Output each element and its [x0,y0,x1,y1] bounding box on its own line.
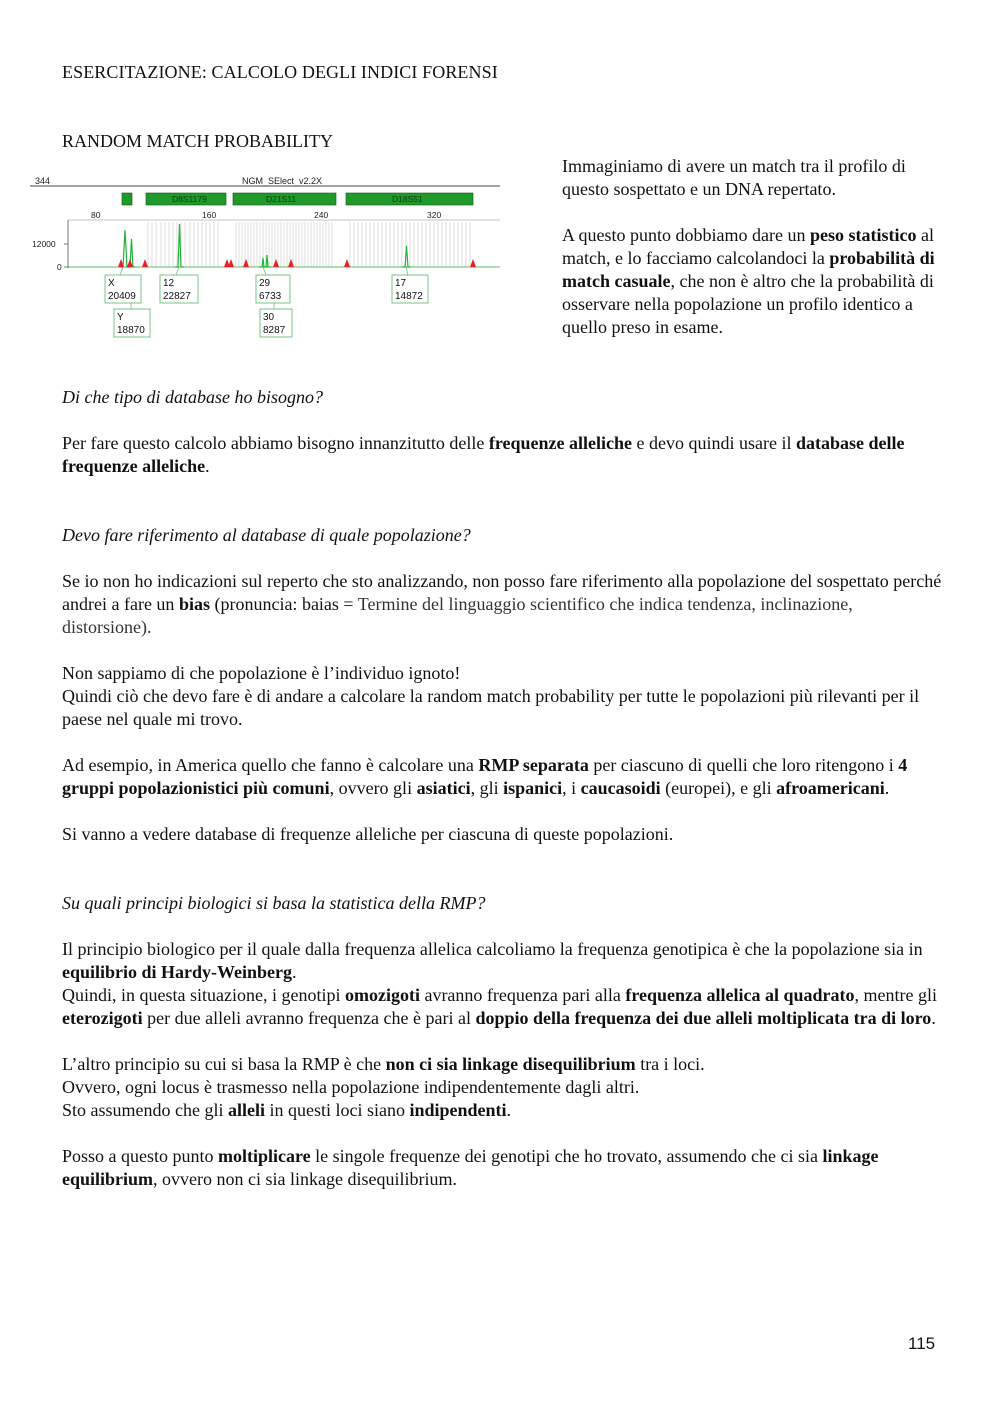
bin-lines [148,222,470,267]
allele-label-30 [260,303,292,337]
electropherogram-figure [30,168,510,343]
answer-databases-per-population: Si vanno a vedere database di frequenze alleliche per ciascuna di queste popolazioni. [62,824,674,844]
answer-bias: Se io non ho indicazioni sul reperto che sto analizzando, non posso fare riferimento alla popolazione del sospettato perché andrei a fare un bias (pronuncia: baias = Termine del linguaggio scientifico che indica tendenza, inclinazione, distorsione). [62,571,942,637]
answer-all-populations: Quindi ciò che devo fare è di andare a calcolare la random match probability per tutte le popolazioni più rilevanti per il paese nel quale mi trovo. [62,686,920,729]
y-tick-label: 0 [57,262,62,272]
allele-label-17 [392,267,428,303]
allele-height: 20409 [108,291,136,302]
answer-genotype-frequencies: Quindi, in questa situazione, i genotipi omozigoti avranno frequenza pari alla frequenza allelica al quadrato, mentre gli eterozigoti per due alleli avranno frequenza che è pari al doppio della frequenza dei due alleli moltiplicata tra di loro. [62,985,937,1028]
allele-height: 14872 [395,291,423,302]
answer-hardy-weinberg: Il principio biologico per il quale dalla frequenza allelica calcoliamo la frequenza genotipica è che la popolazione sia in equilibrio di Hardy-Weinberg. [62,939,923,982]
answer-linkage: L’altro principio su cui si basa la RMP è che non ci sia linkage disequilibrium tra i loci. [62,1054,705,1074]
answer-multiply: Posso a questo punto moltiplicare le singole frequenze dei genotipi che ho trovato, assumendo che ci sia linkage equilibrium, ovvero non ci sia linkage disequilibrium. [62,1146,879,1189]
allele-name: 17 [395,278,407,289]
answer-independent-alleles: Sto assumendo che gli alleli in questi loci siano indipendenti. [62,1100,512,1120]
page-number: 115 [908,1334,936,1353]
allele-name: Y [117,312,124,323]
y-tick-label: 12000 [32,239,56,249]
allele-height: 8287 [263,325,286,336]
allele-label-29 [256,267,290,303]
peak-17 [402,246,411,267]
question-population: Devo fare riferimento al database di quale popolazione? [62,525,471,545]
x-tick-label: 80 [91,210,101,220]
peaks [120,224,411,267]
answer-database: Per fare questo calcolo abbiamo bisogno innanzitutto delle frequenze alleliche e devo quindi usare il database delle frequenze alleliche. [62,433,905,476]
marker-label-d21s11: D21S11 [266,194,297,204]
question-principles: Su quali principi biologici si basa la statistica della RMP? [62,893,486,913]
answer-america-example: Ad esempio, in America quello che fanno è calcolare una RMP separata per ciascuno di quelli che loro ritengono i 4 gruppi popolazionistici più comuni, ovvero gli asiatici, gli ispanici, i caucasoidi (europei), e gli afroamericani. [62,755,908,798]
allele-label-y [114,303,150,337]
panel-id-label: 344 [35,176,51,186]
x-tick-label: 240 [314,210,329,220]
marker-label-d18s51: D18S51 [392,194,423,204]
allele-height: 6733 [259,291,282,302]
marker-label-d8s1179: D8S1179 [172,194,207,204]
answer-independent-loci: Ovvero, ogni locus è trasmesso nella popolazione indipendentemente dagli altri. [62,1077,640,1097]
intro-paragraph-2: A questo punto dobbiamo dare un peso statistico al match, e lo facciamo calcolandoci la probabilità di match casuale, che non è altro che la probabilità di osservare nella popolazione un profilo identico a quello preso in esame. [562,225,935,337]
allele-name: X [108,278,115,289]
intro-text [562,155,954,362]
document-title: ESERCITAZIONE: CALCOLO DEGLI INDICI FORENSI [62,62,498,82]
allele-name: 29 [259,278,271,289]
allele-label-12 [160,267,198,303]
intro-paragraph-1: Immaginiamo di avere un match tra il profilo di questo sospettato e un DNA repertato. [562,156,906,199]
question-database: Di che tipo di database ho bisogno? [62,387,323,407]
allele-name: 12 [163,278,175,289]
answer-unknown-population: Non sappiamo di che popolazione è l’individuo ignoto! [62,663,461,683]
allele-height: 18870 [117,325,145,336]
body-text [62,386,942,1191]
x-tick-label: 320 [427,210,442,220]
x-tick-label: 160 [202,210,217,220]
kit-label: NGM_SElect_v2.2X [242,176,323,186]
marker-bar-amelogenin [122,193,132,205]
allele-name: 30 [263,312,275,323]
section-heading: RANDOM MATCH PROBABILITY [62,131,334,151]
allele-height: 22827 [163,291,191,302]
peak-12 [175,224,184,267]
allele-label-x [105,267,141,303]
